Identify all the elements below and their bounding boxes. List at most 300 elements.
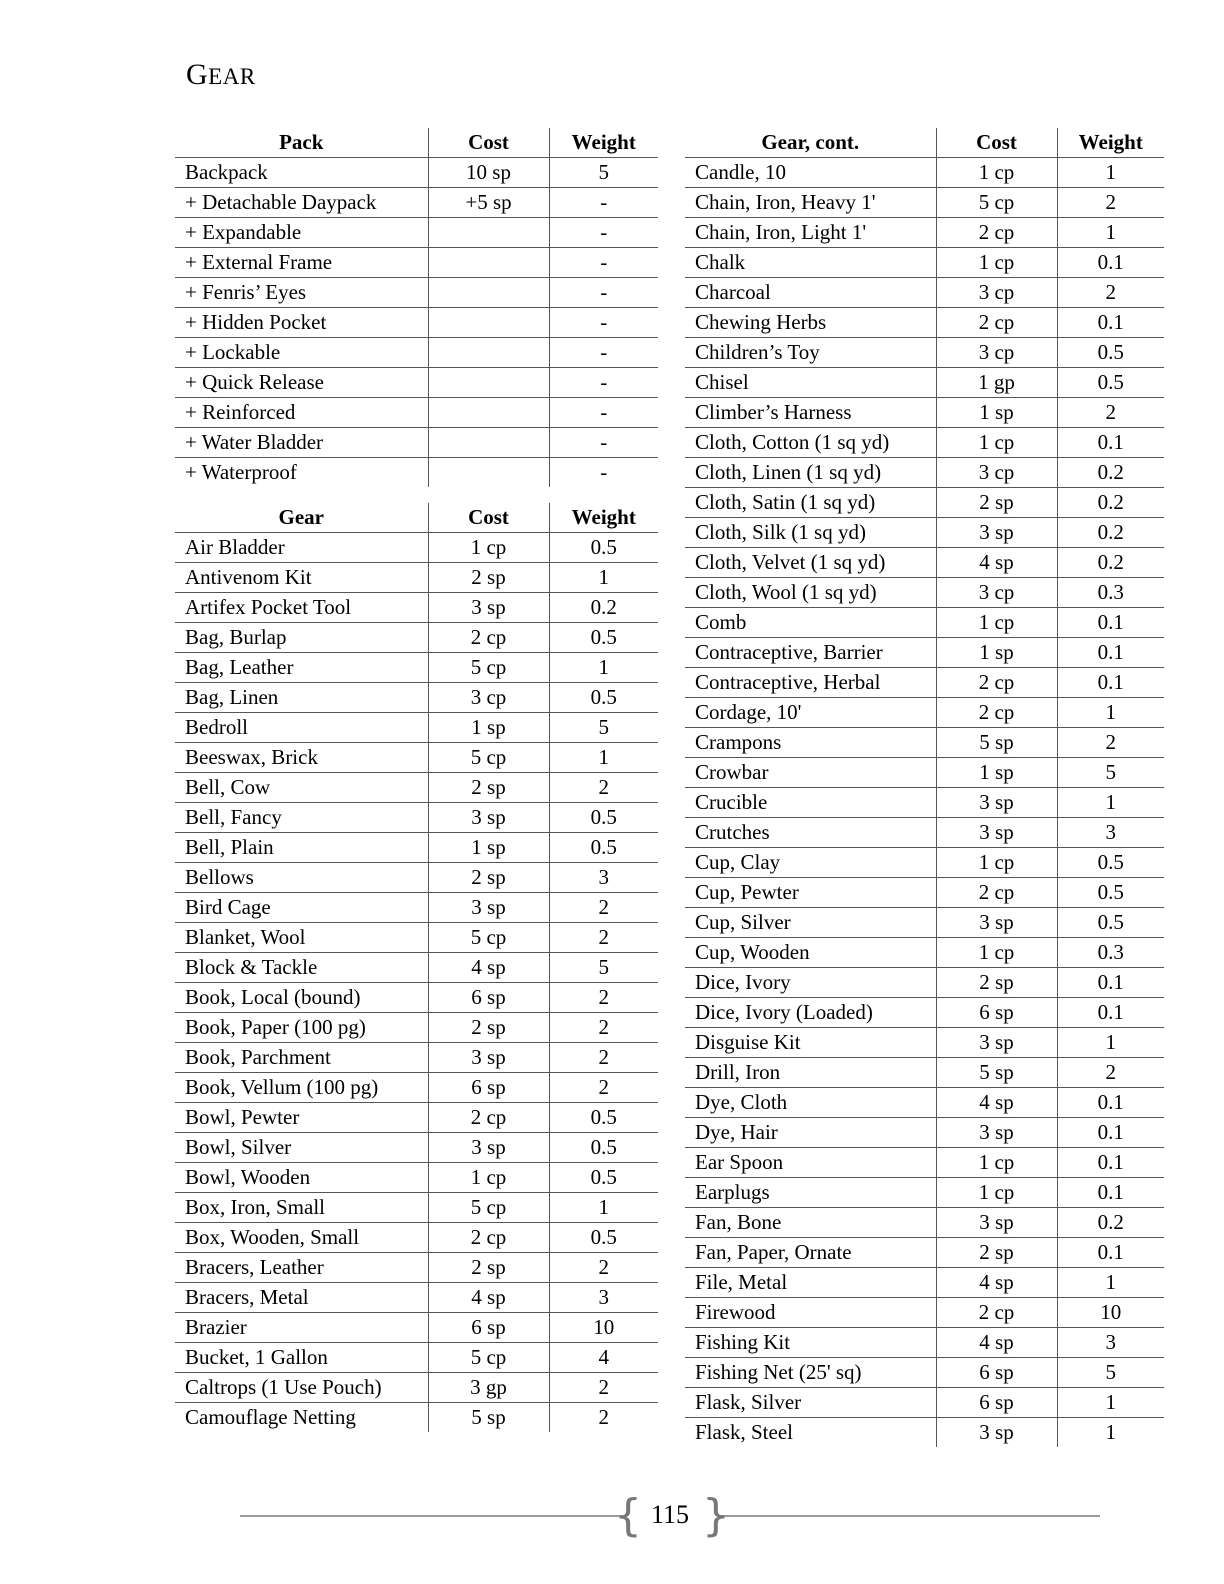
item-name-cell: Brazier — [175, 1313, 428, 1343]
item-name-cell: Bellows — [175, 863, 428, 893]
item-name-cell: Candle, 10 — [685, 158, 936, 188]
table-row — [685, 1238, 1164, 1268]
table-header-row — [175, 503, 658, 533]
table-row — [175, 623, 658, 653]
cost-cell — [428, 458, 549, 488]
item-name-cell: + External Frame — [175, 248, 428, 278]
item-name-cell: Bag, Burlap — [175, 623, 428, 653]
table-row — [175, 1103, 658, 1133]
table-row — [685, 158, 1164, 188]
weight-cell: 0.1 — [1057, 608, 1164, 638]
weight-cell: 2 — [549, 893, 658, 923]
weight-cell: 0.5 — [1057, 878, 1164, 908]
table-row — [175, 893, 658, 923]
item-name-cell: Bird Cage — [175, 893, 428, 923]
item-name-cell: + Expandable — [175, 218, 428, 248]
cost-cell: 2 sp — [428, 773, 549, 803]
cost-cell: 1 cp — [936, 938, 1057, 968]
weight-cell: 0.2 — [1057, 518, 1164, 548]
cost-cell: 3 gp — [428, 1373, 549, 1403]
item-name-cell: Firewood — [685, 1298, 936, 1328]
table-row — [685, 788, 1164, 818]
table-row — [685, 308, 1164, 338]
weight-cell: 0.3 — [1057, 938, 1164, 968]
weight-cell: 0.5 — [1057, 848, 1164, 878]
item-name-cell: Beeswax, Brick — [175, 743, 428, 773]
page-number: 115 — [650, 1500, 690, 1529]
item-name-cell: Cup, Pewter — [685, 878, 936, 908]
weight-cell: - — [549, 368, 658, 398]
weight-cell: 5 — [549, 158, 658, 188]
weight-cell: - — [549, 398, 658, 428]
table-row — [175, 398, 658, 428]
item-name-cell: Cloth, Velvet (1 sq yd) — [685, 548, 936, 578]
weight-cell: 0.1 — [1057, 638, 1164, 668]
item-name-cell: Chewing Herbs — [685, 308, 936, 338]
item-name-cell: Crutches — [685, 818, 936, 848]
weight-cell: 5 — [1057, 758, 1164, 788]
table-row — [685, 1028, 1164, 1058]
cost-cell: 5 sp — [936, 1058, 1057, 1088]
item-name-cell: Drill, Iron — [685, 1058, 936, 1088]
weight-cell: 0.5 — [549, 533, 658, 563]
weight-cell: 0.5 — [1057, 368, 1164, 398]
weight-cell: 3 — [549, 1283, 658, 1313]
item-name-cell: Bag, Linen — [175, 683, 428, 713]
weight-cell: 0.5 — [549, 683, 658, 713]
cost-cell: 3 cp — [936, 458, 1057, 488]
weight-cell: 10 — [1057, 1298, 1164, 1328]
cost-cell: 3 sp — [936, 1418, 1057, 1448]
cost-cell: 6 sp — [428, 1073, 549, 1103]
item-name-cell: + Detachable Daypack — [175, 188, 428, 218]
weight-cell: 5 — [549, 713, 658, 743]
table-row — [685, 488, 1164, 518]
weight-cell: - — [549, 188, 658, 218]
weight-cell: 0.1 — [1057, 668, 1164, 698]
weight-cell: 2 — [549, 1013, 658, 1043]
cost-cell — [428, 248, 549, 278]
weight-cell: 1 — [549, 653, 658, 683]
weight-cell: 1 — [1057, 1418, 1164, 1448]
table-row — [685, 848, 1164, 878]
cost-cell: 5 cp — [428, 743, 549, 773]
item-name-cell: Cloth, Satin (1 sq yd) — [685, 488, 936, 518]
table-row — [685, 818, 1164, 848]
cost-cell: 1 cp — [428, 533, 549, 563]
weight-cell: 1 — [1057, 788, 1164, 818]
weight-cell: 0.1 — [1057, 248, 1164, 278]
cost-cell: 2 cp — [428, 623, 549, 653]
table-row — [685, 1118, 1164, 1148]
weight-cell: - — [549, 338, 658, 368]
weight-cell: 0.5 — [1057, 908, 1164, 938]
weight-cell: 1 — [549, 1193, 658, 1223]
weight-cell: 1 — [1057, 1028, 1164, 1058]
cost-cell: 3 cp — [428, 683, 549, 713]
table-row — [685, 968, 1164, 998]
item-name-cell: Flask, Steel — [695, 1420, 793, 1444]
table-row — [175, 713, 658, 743]
item-name-cell: + Lockable — [175, 338, 428, 368]
item-name-cell: Artifex Pocket Tool — [175, 593, 428, 623]
table-row — [685, 698, 1164, 728]
gear-table — [175, 503, 658, 1432]
weight-cell: 1 — [1057, 158, 1164, 188]
weight-cell: 2 — [549, 1073, 658, 1103]
cost-cell: 5 cp — [936, 188, 1057, 218]
weight-cell: 1 — [549, 563, 658, 593]
table-row — [175, 278, 658, 308]
item-name-cell: + Reinforced — [175, 398, 428, 428]
item-name-cell: Bag, Leather — [175, 653, 428, 683]
cost-cell: 3 sp — [428, 803, 549, 833]
footer-rule-right — [718, 1515, 1100, 1517]
table-row — [175, 1313, 658, 1343]
table-row — [175, 428, 658, 458]
weight-cell: - — [549, 308, 658, 338]
table-row — [175, 188, 658, 218]
cost-cell — [428, 218, 549, 248]
table-row — [685, 998, 1164, 1028]
item-name-cell: Box, Wooden, Small — [175, 1223, 428, 1253]
table-row — [685, 938, 1164, 968]
table-row — [685, 1148, 1164, 1178]
table-header-row — [175, 128, 658, 158]
cost-cell: 1 cp — [936, 1148, 1057, 1178]
cost-cell — [428, 338, 549, 368]
item-name-cell: Bell, Plain — [175, 833, 428, 863]
cost-cell: 2 cp — [936, 668, 1057, 698]
table-row — [175, 1253, 658, 1283]
left-brace-ornament: { — [614, 1490, 642, 1541]
item-name-cell: Caltrops (1 Use Pouch) — [175, 1373, 428, 1403]
weight-cell: 1 — [1057, 1268, 1164, 1298]
item-name-cell: Chain, Iron, Light 1' — [685, 218, 936, 248]
cost-cell: 2 cp — [936, 1298, 1057, 1328]
item-name-cell: Bedroll — [175, 713, 428, 743]
cost-cell: 2 sp — [428, 1013, 549, 1043]
cost-cell: 1 sp — [936, 758, 1057, 788]
weight-cell: 2 — [1057, 1058, 1164, 1088]
weight-cell: 3 — [549, 863, 658, 893]
weight-cell: 2 — [1057, 398, 1164, 428]
cost-cell: 2 cp — [428, 1223, 549, 1253]
column-header: Cost — [936, 128, 1057, 158]
cost-cell: 3 sp — [428, 593, 549, 623]
table-row — [685, 338, 1164, 368]
table-row — [685, 428, 1164, 458]
weight-cell: 0.5 — [549, 1163, 658, 1193]
item-name-cell: Bracers, Metal — [175, 1283, 428, 1313]
table-row — [685, 1328, 1164, 1358]
item-name-cell: Block & Tackle — [175, 953, 428, 983]
weight-cell: 0.5 — [1057, 338, 1164, 368]
item-name-cell: Dye, Cloth — [685, 1088, 936, 1118]
item-name-cell: Fishing Net (25' sq) — [685, 1358, 936, 1388]
item-name-cell: Camouflage Netting — [185, 1405, 356, 1429]
item-name-cell: Backpack — [175, 158, 428, 188]
column-header: Gear — [175, 503, 428, 533]
item-name-cell: Bracers, Leather — [175, 1253, 428, 1283]
cost-cell: 1 sp — [936, 398, 1057, 428]
weight-cell: - — [549, 458, 658, 488]
table-row — [685, 758, 1164, 788]
column-header: Cost — [428, 128, 549, 158]
table-row — [685, 668, 1164, 698]
table-row — [175, 368, 658, 398]
weight-cell: 0.2 — [1057, 458, 1164, 488]
table-row — [685, 908, 1164, 938]
cost-cell — [428, 428, 549, 458]
column-header: Gear, cont. — [685, 128, 936, 158]
column-header: Pack — [175, 128, 428, 158]
table-row — [175, 683, 658, 713]
item-name-cell: Cup, Silver — [685, 908, 936, 938]
weight-cell: 2 — [1057, 188, 1164, 218]
cost-cell: 6 sp — [428, 983, 549, 1013]
cost-cell: 3 cp — [936, 278, 1057, 308]
cost-cell: 1 gp — [936, 368, 1057, 398]
item-name-cell: Climber’s Harness — [685, 398, 936, 428]
cost-cell: 4 sp — [936, 548, 1057, 578]
cost-cell: 3 sp — [936, 788, 1057, 818]
table-row — [175, 1043, 658, 1073]
section-title — [186, 58, 256, 92]
cost-cell: 3 sp — [936, 518, 1057, 548]
cost-cell: 2 sp — [936, 488, 1057, 518]
cost-cell: 2 sp — [428, 563, 549, 593]
cost-cell: 4 sp — [936, 1088, 1057, 1118]
cost-cell: 6 sp — [428, 1313, 549, 1343]
cost-cell: 1 cp — [936, 848, 1057, 878]
cost-cell: 2 sp — [936, 1238, 1057, 1268]
weight-cell: 0.1 — [1057, 1118, 1164, 1148]
pack-table — [175, 128, 658, 487]
table-row — [175, 338, 658, 368]
table-row — [175, 218, 658, 248]
weight-cell: 0.1 — [1057, 968, 1164, 998]
item-name-cell: Book, Local (bound) — [175, 983, 428, 1013]
cost-cell: 5 cp — [428, 653, 549, 683]
item-name-cell: Crowbar — [685, 758, 936, 788]
item-name-cell: Crucible — [685, 788, 936, 818]
cost-cell — [428, 278, 549, 308]
cost-cell: 3 sp — [936, 1028, 1057, 1058]
cost-cell: 3 sp — [428, 1043, 549, 1073]
weight-cell: - — [549, 218, 658, 248]
table-row — [175, 1343, 658, 1373]
weight-cell: 3 — [1057, 818, 1164, 848]
weight-cell: 2 — [549, 1043, 658, 1073]
table-row — [685, 518, 1164, 548]
item-name-cell: Dye, Hair — [685, 1118, 936, 1148]
item-name-cell: Contraceptive, Herbal — [685, 668, 936, 698]
table-row — [685, 1178, 1164, 1208]
cost-cell: 3 cp — [936, 578, 1057, 608]
cost-cell: 3 cp — [936, 338, 1057, 368]
right-brace-ornament: } — [702, 1490, 730, 1541]
item-name-cell: Bell, Fancy — [175, 803, 428, 833]
item-name-cell: Antivenom Kit — [175, 563, 428, 593]
weight-cell: 2 — [549, 1373, 658, 1403]
cost-cell: 10 sp — [428, 158, 549, 188]
table-row — [175, 863, 658, 893]
item-name-cell: Book, Parchment — [175, 1043, 428, 1073]
cost-cell — [428, 308, 549, 338]
weight-cell: 1 — [1057, 1388, 1164, 1418]
cost-cell: 3 sp — [936, 908, 1057, 938]
cost-cell: 4 sp — [428, 1283, 549, 1313]
item-name-cell: Cloth, Linen (1 sq yd) — [685, 458, 936, 488]
item-name-cell: Box, Iron, Small — [175, 1193, 428, 1223]
weight-cell: 1 — [549, 743, 658, 773]
weight-cell: 5 — [549, 953, 658, 983]
weight-cell: 1 — [1057, 218, 1164, 248]
table-row — [685, 548, 1164, 578]
cost-cell: 2 sp — [936, 968, 1057, 998]
table-row — [175, 248, 658, 278]
weight-cell: 2 — [1057, 278, 1164, 308]
table-row — [175, 1403, 658, 1433]
gear-cont-table — [685, 128, 1164, 1447]
table-row — [685, 1088, 1164, 1118]
item-name-cell: File, Metal — [685, 1268, 936, 1298]
item-name-cell: Bowl, Wooden — [175, 1163, 428, 1193]
item-name-cell: Earplugs — [685, 1178, 936, 1208]
cost-cell: 2 cp — [936, 218, 1057, 248]
table-row — [175, 1223, 658, 1253]
cost-cell: 6 sp — [936, 1358, 1057, 1388]
item-name-cell: Blanket, Wool — [175, 923, 428, 953]
cost-cell: 4 sp — [936, 1268, 1057, 1298]
item-name-cell: Fishing Kit — [685, 1328, 936, 1358]
cost-cell: 5 sp — [428, 1403, 549, 1433]
cost-cell: 2 cp — [936, 698, 1057, 728]
weight-cell: 1 — [1057, 698, 1164, 728]
weight-cell: 0.1 — [1057, 428, 1164, 458]
item-name-cell: Chalk — [685, 248, 936, 278]
table-row — [175, 1373, 658, 1403]
table-row — [175, 653, 658, 683]
item-name-cell: Cloth, Cotton (1 sq yd) — [685, 428, 936, 458]
table-row — [175, 533, 658, 563]
item-name-cell: Air Bladder — [175, 533, 428, 563]
weight-cell: 0.2 — [1057, 488, 1164, 518]
table-row — [685, 1298, 1164, 1328]
weight-cell: 0.5 — [549, 1103, 658, 1133]
table-row — [175, 983, 658, 1013]
item-name-cell: Cup, Clay — [685, 848, 936, 878]
cost-cell: 1 sp — [936, 638, 1057, 668]
weight-cell: 0.1 — [1057, 998, 1164, 1028]
item-name-cell: Chisel — [685, 368, 936, 398]
weight-cell: 0.5 — [549, 1223, 658, 1253]
item-name-cell: Ear Spoon — [685, 1148, 936, 1178]
cost-cell: 3 sp — [936, 1208, 1057, 1238]
item-name-cell: Dice, Ivory — [685, 968, 936, 998]
table-row — [685, 458, 1164, 488]
table-row — [175, 1013, 658, 1043]
weight-cell: 0.1 — [1057, 1178, 1164, 1208]
table-row — [175, 308, 658, 338]
cost-cell — [428, 368, 549, 398]
table-row — [175, 1163, 658, 1193]
item-name-cell: Flask, Silver — [685, 1388, 936, 1418]
table-row — [685, 1418, 1164, 1448]
weight-cell: 0.2 — [549, 593, 658, 623]
table-row — [685, 218, 1164, 248]
footer-rule-left — [240, 1515, 622, 1517]
table-row — [685, 278, 1164, 308]
cost-cell: 2 sp — [428, 863, 549, 893]
weight-cell: 0.5 — [549, 803, 658, 833]
item-name-cell: Dice, Ivory (Loaded) — [685, 998, 936, 1028]
item-name-cell: Cloth, Wool (1 sq yd) — [685, 578, 936, 608]
table-row — [175, 773, 658, 803]
table-row — [175, 1283, 658, 1313]
cost-cell: 3 sp — [428, 1133, 549, 1163]
cost-cell: 1 cp — [936, 1178, 1057, 1208]
weight-cell: 4 — [549, 1343, 658, 1373]
table-row — [685, 1268, 1164, 1298]
item-name-cell: Children’s Toy — [685, 338, 936, 368]
table-row — [685, 1388, 1164, 1418]
table-row — [685, 248, 1164, 278]
weight-cell: 0.5 — [549, 623, 658, 653]
column-header: Weight — [549, 128, 658, 158]
weight-cell: 0.3 — [1057, 578, 1164, 608]
item-name-cell: Fan, Paper, Ornate — [685, 1238, 936, 1268]
cost-cell: 1 cp — [428, 1163, 549, 1193]
table-row — [175, 953, 658, 983]
cost-cell: 5 cp — [428, 923, 549, 953]
table-row — [175, 923, 658, 953]
weight-cell: 2 — [549, 773, 658, 803]
table-row — [175, 1073, 658, 1103]
weight-cell: 0.5 — [549, 1133, 658, 1163]
cost-cell: 1 sp — [428, 833, 549, 863]
weight-cell: 2 — [1057, 728, 1164, 758]
cost-cell: 1 cp — [936, 248, 1057, 278]
item-name-cell: Chain, Iron, Heavy 1' — [685, 188, 936, 218]
item-name-cell: Cordage, 10' — [685, 698, 936, 728]
cost-cell: 3 sp — [428, 893, 549, 923]
weight-cell: 0.1 — [1057, 308, 1164, 338]
table-row — [685, 398, 1164, 428]
table-header-row — [685, 128, 1164, 158]
cost-cell: 5 cp — [428, 1343, 549, 1373]
table-row — [685, 1208, 1164, 1238]
weight-cell: 3 — [1057, 1328, 1164, 1358]
cost-cell: 3 sp — [936, 818, 1057, 848]
cost-cell: 2 sp — [428, 1253, 549, 1283]
weight-cell: - — [549, 248, 658, 278]
weight-cell: 0.1 — [1057, 1088, 1164, 1118]
table-row — [685, 1358, 1164, 1388]
weight-cell: 2 — [549, 1403, 658, 1433]
cost-cell: 6 sp — [936, 998, 1057, 1028]
cost-cell: 2 cp — [936, 878, 1057, 908]
column-header: Weight — [1057, 128, 1164, 158]
table-row — [685, 728, 1164, 758]
item-name-cell: Crampons — [685, 728, 936, 758]
cost-cell: 2 cp — [428, 1103, 549, 1133]
weight-cell: 10 — [549, 1313, 658, 1343]
item-name-cell: + Water Bladder — [175, 428, 428, 458]
item-name-cell: Book, Vellum (100 pg) — [175, 1073, 428, 1103]
item-name-cell: Bowl, Pewter — [175, 1103, 428, 1133]
